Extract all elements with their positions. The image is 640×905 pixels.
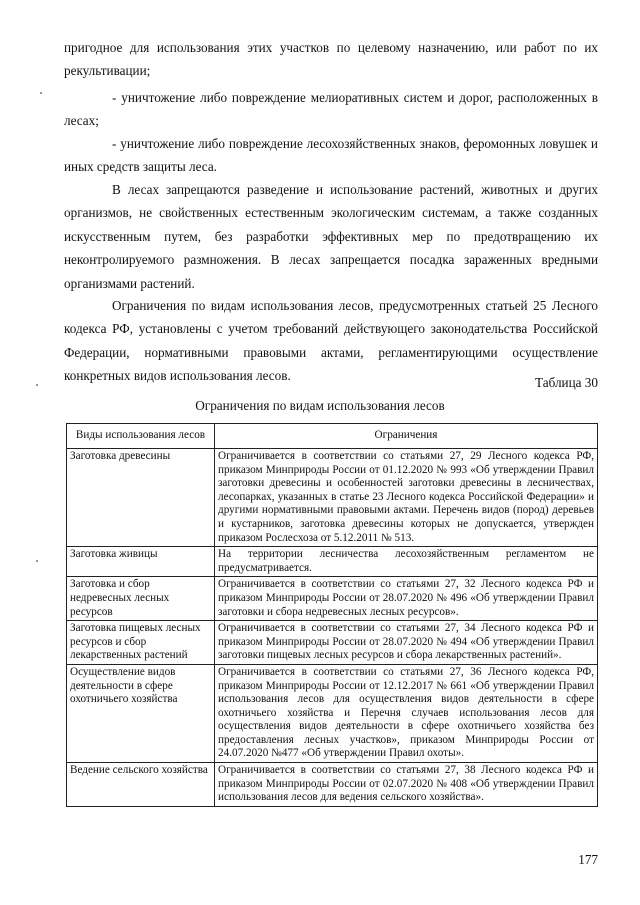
row-type: Заготовка древесины <box>67 449 215 547</box>
row-restriction: Ограничивается в соответствии со статьями 27, 36 Лесного кодекса РФ, приказом Минприроды России от 12.12.2017 № 661 «Об утверждении Правил использования лесов для осуществления видов деятельности в сфере охотничьего хозяйства и Перечня случаев использования лесов для осуществления видов деятельности в сфере охотничьего хозяйства без предоставления лесных участков», приказом Минприроды России от 24.07.2020 №477 «Об утверждении Правил охоты». <box>215 664 598 762</box>
row-type: Заготовка живицы <box>67 547 215 577</box>
row-type: Ведение сельского хозяйства <box>67 763 215 807</box>
row-restriction: Ограничивается в соответствии со статьями 27, 32 Лесного кодекса РФ и приказом Минприроды России от 28.07.2020 № 496 «Об утверждении Правил заготовки и сбора недревесных лесных ресурсов». <box>215 577 598 621</box>
table-row <box>67 577 598 621</box>
scan-speck <box>36 560 38 562</box>
restrictions-table <box>66 423 598 807</box>
row-restriction: Ограничивается в соответствии со статьями 27, 29 Лесного кодекса РФ, приказом Минприроды России от 01.12.2020 № 993 «Об утверждении Правил заготовки древесины и особенностей заготовки древесины в лесничествах, лесопарках, указанных в статье 23 Лесного кодекса Российской Федерации» и другими нормативными правовыми актами. Перечень видов (пород) деревьев и кустарников, заготовка древесины которых не допускается, утвержден приказом Рослесхоза от 5.12.2011 № 513. <box>215 449 598 547</box>
list-item-melioration: - уничтожение либо повреждение мелиоративных систем и дорог, расположенных в лесах; <box>64 90 598 129</box>
column-header-restriction: Ограничения <box>215 424 598 449</box>
table-row <box>67 763 598 807</box>
list-item-forest-signs: - уничтожение либо повреждение лесохозяйственных знаков, феромонных ловушек и иных средств защиты леса. <box>64 136 598 175</box>
paragraph-continuation: пригодное для использования этих участков по целевому назначению, или работ по их рекультивации; <box>64 40 598 79</box>
scan-speck <box>40 92 42 94</box>
scan-speck <box>36 384 38 386</box>
paragraph-prohibitions: В лесах запрещаются разведение и использование растений, животных и других организмов, не свойственных естественным экологическим системам, а также созданных искусственным путем, без разработки эффективных мер по предотвращению их неконтролируемого размножения. В лесах запрещается посадка зараженных вредными организмами растений. <box>64 182 598 291</box>
row-type: Заготовка и сбор недревесных лесных ресурсов <box>67 577 215 621</box>
table-row <box>67 664 598 762</box>
page-number: 177 <box>578 852 598 867</box>
table-row <box>67 621 598 665</box>
table-row <box>67 449 598 547</box>
row-restriction: На территории лесничества лесохозяйственным регламентом не предусматривается. <box>215 547 598 577</box>
table-header-row <box>67 424 598 449</box>
row-restriction: Ограничивается в соответствии со статьями 27, 38 Лесного кодекса РФ и приказом Минприроды России от 02.07.2020 № 408 «Об утверждении Правил использования лесов для ведения сельского хозяйства». <box>215 763 598 807</box>
row-restriction: Ограничивается в соответствии со статьями 27, 34 Лесного кодекса РФ и приказом Минприроды России от 28.07.2020 № 494 «Об утверждении Правил заготовки пищевых лесных ресурсов и сбора лекарственных растений». <box>215 621 598 665</box>
column-header-type: Виды использования лесов <box>67 424 215 449</box>
table-title: Ограничения по видам использования лесов <box>195 398 445 413</box>
row-type: Осуществление видов деятельности в сфере охотничьего хозяйства <box>67 664 215 762</box>
table-label: Таблица 30 <box>535 375 598 390</box>
table-row <box>67 547 598 577</box>
row-type: Заготовка пищевых лесных ресурсов и сбор лекарственных растений <box>67 621 215 665</box>
paragraph-restrictions-intro: Ограничения по видам использования лесов, предусмотренных статьей 25 Лесного кодекса РФ, установлены с учетом требований действующего законодательства Российской Федерации, нормативными правовыми актами, регламентирующими осуществление конкретных видов использования лесов. <box>64 298 598 384</box>
